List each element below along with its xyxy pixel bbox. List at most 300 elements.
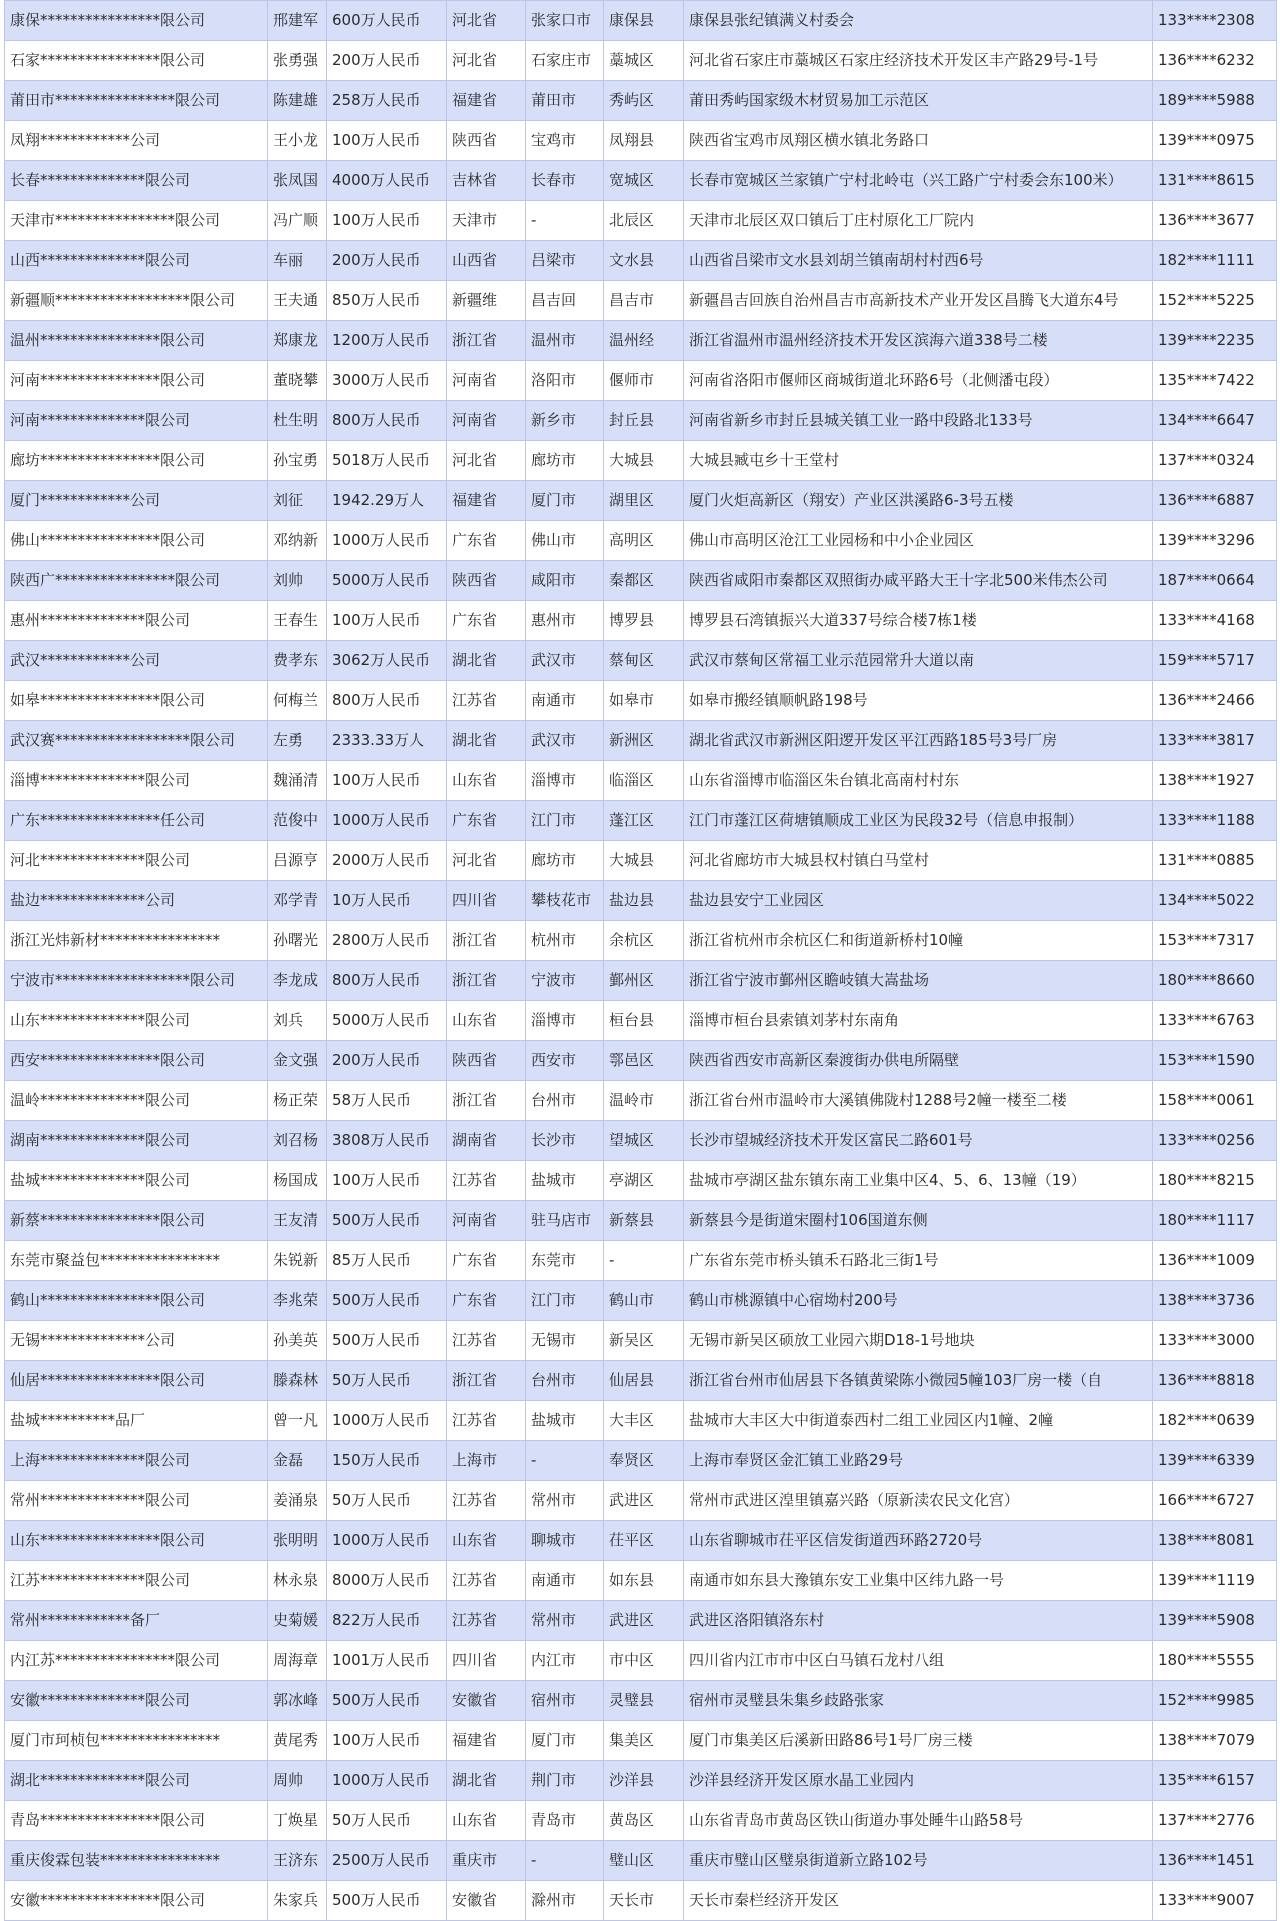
table-row <box>5 1521 1277 1561</box>
address-cell: 浙江省台州市仙居县下各镇黄梁陈小微园5幢103厂房一楼（自 <box>684 1361 1153 1401</box>
address-cell: 盐边县安宁工业园区 <box>684 881 1153 921</box>
capital-cell: 150万人民币 <box>327 1441 447 1481</box>
city-cell: 张家口市 <box>526 1 604 41</box>
contact-cell: 周帅 <box>268 1761 327 1801</box>
capital-cell: 500万人民币 <box>327 1281 447 1321</box>
contact-cell: 朱家兵 <box>268 1881 327 1921</box>
district-cell: 蓬江区 <box>604 801 684 841</box>
district-cell: 温岭市 <box>604 1081 684 1121</box>
city-cell: 杭州市 <box>526 921 604 961</box>
address-cell: 河南省新乡市封丘县城关镇工业一路中段路北133号 <box>684 401 1153 441</box>
address-cell: 新蔡县今是街道宋圈村106国道东侧 <box>684 1201 1153 1241</box>
district-cell: 亭湖区 <box>604 1161 684 1201</box>
district-cell: 望城区 <box>604 1121 684 1161</box>
city-cell: 宁波市 <box>526 961 604 1001</box>
province-cell: 广东省 <box>447 1241 526 1281</box>
district-cell: 余杭区 <box>604 921 684 961</box>
province-cell: 广东省 <box>447 601 526 641</box>
contact-cell: 杜生明 <box>268 401 327 441</box>
contact-cell: 张勇强 <box>268 41 327 81</box>
phone-cell: 158****0061 <box>1153 1081 1277 1121</box>
capital-cell: 8000万人民币 <box>327 1561 447 1601</box>
district-cell: 桓台县 <box>604 1001 684 1041</box>
district-cell: 武进区 <box>604 1481 684 1521</box>
company-cell: 东莞市聚益包**************** <box>5 1241 268 1281</box>
company-cell: 江苏**************限公司 <box>5 1561 268 1601</box>
address-cell: 山东省青岛市黄岛区铁山街道办事处睡牛山路58号 <box>684 1801 1153 1841</box>
contact-cell: 刘召杨 <box>268 1121 327 1161</box>
province-cell: 江苏省 <box>447 1601 526 1641</box>
company-cell: 广东****************任公司 <box>5 801 268 841</box>
contact-cell: 孙曙光 <box>268 921 327 961</box>
address-cell: 康保县张纪镇满义村委会 <box>684 1 1153 41</box>
contact-cell: 王友清 <box>268 1201 327 1241</box>
address-cell: 宿州市灵璧县朱集乡歧路张家 <box>684 1681 1153 1721</box>
district-cell: 灵璧县 <box>604 1681 684 1721</box>
phone-cell: 137****0324 <box>1153 441 1277 481</box>
table-row <box>5 1881 1277 1921</box>
company-cell: 山东****************限公司 <box>5 1521 268 1561</box>
district-cell: 偃师市 <box>604 361 684 401</box>
table-row <box>5 761 1277 801</box>
company-cell: 陕西广****************限公司 <box>5 561 268 601</box>
capital-cell: 200万人民币 <box>327 241 447 281</box>
city-cell: 廊坊市 <box>526 441 604 481</box>
capital-cell: 100万人民币 <box>327 1161 447 1201</box>
contact-cell: 何梅兰 <box>268 681 327 721</box>
district-cell: 仙居县 <box>604 1361 684 1401</box>
phone-cell: 152****9985 <box>1153 1681 1277 1721</box>
city-cell: 长春市 <box>526 161 604 201</box>
table-row <box>5 1641 1277 1681</box>
company-cell: 厦门市珂桢包**************** <box>5 1721 268 1761</box>
phone-cell: 187****0664 <box>1153 561 1277 601</box>
contact-cell: 黄尾秀 <box>268 1721 327 1761</box>
company-cell: 武汉赛******************限公司 <box>5 721 268 761</box>
province-cell: 广东省 <box>447 1281 526 1321</box>
table-row <box>5 281 1277 321</box>
district-cell: 鄞州区 <box>604 961 684 1001</box>
province-cell: 浙江省 <box>447 921 526 961</box>
city-cell: 莆田市 <box>526 81 604 121</box>
contact-cell: 魏涌清 <box>268 761 327 801</box>
contact-cell: 王济东 <box>268 1841 327 1881</box>
district-cell: 高明区 <box>604 521 684 561</box>
table-row <box>5 561 1277 601</box>
address-cell: 常州市武进区湟里镇嘉兴路（原新渎农民文化宫） <box>684 1481 1153 1521</box>
phone-cell: 139****3296 <box>1153 521 1277 561</box>
table-row <box>5 1 1277 41</box>
province-cell: 陕西省 <box>447 1041 526 1081</box>
company-cell: 常州************备厂 <box>5 1601 268 1641</box>
district-cell: 凤翔县 <box>604 121 684 161</box>
contact-cell: 郭冰峰 <box>268 1681 327 1721</box>
city-cell: 西安市 <box>526 1041 604 1081</box>
address-cell: 天长市秦栏经济开发区 <box>684 1881 1153 1921</box>
province-cell: 浙江省 <box>447 1361 526 1401</box>
table-row <box>5 121 1277 161</box>
address-cell: 陕西省咸阳市秦都区双照街办咸平路大王十字北500米伟杰公司 <box>684 561 1153 601</box>
province-cell: 河南省 <box>447 1201 526 1241</box>
capital-cell: 2000万人民币 <box>327 841 447 881</box>
city-cell: 江门市 <box>526 1281 604 1321</box>
contact-cell: 王小龙 <box>268 121 327 161</box>
table-row <box>5 721 1277 761</box>
phone-cell: 136****6887 <box>1153 481 1277 521</box>
city-cell: 南通市 <box>526 681 604 721</box>
district-cell: 如东县 <box>604 1561 684 1601</box>
city-cell: 南通市 <box>526 1561 604 1601</box>
company-cell: 山西**************限公司 <box>5 241 268 281</box>
phone-cell: 166****6727 <box>1153 1481 1277 1521</box>
city-cell: - <box>526 1441 604 1481</box>
capital-cell: 50万人民币 <box>327 1361 447 1401</box>
contact-cell: 王春生 <box>268 601 327 641</box>
phone-cell: 138****7079 <box>1153 1721 1277 1761</box>
contact-cell: 史菊媛 <box>268 1601 327 1641</box>
capital-cell: 3062万人民币 <box>327 641 447 681</box>
province-cell: 山东省 <box>447 1801 526 1841</box>
company-cell: 如皋****************限公司 <box>5 681 268 721</box>
capital-cell: 4000万人民币 <box>327 161 447 201</box>
city-cell: 驻马店市 <box>526 1201 604 1241</box>
phone-cell: 131****0885 <box>1153 841 1277 881</box>
district-cell: 大丰区 <box>604 1401 684 1441</box>
province-cell: 河北省 <box>447 841 526 881</box>
province-cell: 陕西省 <box>447 561 526 601</box>
province-cell: 广东省 <box>447 521 526 561</box>
city-cell: 长沙市 <box>526 1121 604 1161</box>
city-cell: 宝鸡市 <box>526 121 604 161</box>
city-cell: 江门市 <box>526 801 604 841</box>
district-cell: 大城县 <box>604 441 684 481</box>
phone-cell: 133****4168 <box>1153 601 1277 641</box>
table-row <box>5 1241 1277 1281</box>
address-cell: 浙江省温州市温州经济技术开发区滨海六道338号二楼 <box>684 321 1153 361</box>
capital-cell: 100万人民币 <box>327 761 447 801</box>
address-cell: 河北省廊坊市大城县权村镇白马堂村 <box>684 841 1153 881</box>
province-cell: 湖北省 <box>447 721 526 761</box>
table-row <box>5 1801 1277 1841</box>
city-cell: 盐城市 <box>526 1401 604 1441</box>
capital-cell: 1001万人民币 <box>327 1641 447 1681</box>
city-cell: 吕梁市 <box>526 241 604 281</box>
phone-cell: 136****1009 <box>1153 1241 1277 1281</box>
province-cell: 河北省 <box>447 441 526 481</box>
company-cell: 石家****************限公司 <box>5 41 268 81</box>
phone-cell: 136****8818 <box>1153 1361 1277 1401</box>
capital-cell: 500万人民币 <box>327 1681 447 1721</box>
district-cell: 北辰区 <box>604 201 684 241</box>
address-cell: 厦门市集美区后溪新田路86号1号厂房三楼 <box>684 1721 1153 1761</box>
district-cell: 秀屿区 <box>604 81 684 121</box>
city-cell: 武汉市 <box>526 641 604 681</box>
contact-cell: 邢建军 <box>268 1 327 41</box>
address-cell: 武汉市蔡甸区常福工业示范园常升大道以南 <box>684 641 1153 681</box>
province-cell: 浙江省 <box>447 961 526 1001</box>
capital-cell: 500万人民币 <box>327 1881 447 1921</box>
company-cell: 西安****************限公司 <box>5 1041 268 1081</box>
address-cell: 山东省淄博市临淄区朱台镇北高南村村东 <box>684 761 1153 801</box>
province-cell: 福建省 <box>447 481 526 521</box>
city-cell: 青岛市 <box>526 1801 604 1841</box>
phone-cell: 136****3677 <box>1153 201 1277 241</box>
table-row <box>5 1201 1277 1241</box>
table-row <box>5 881 1277 921</box>
contact-cell: 丁焕星 <box>268 1801 327 1841</box>
table-row <box>5 1681 1277 1721</box>
address-cell: 沙洋县经济开发区原水晶工业园内 <box>684 1761 1153 1801</box>
company-cell: 长春**************限公司 <box>5 161 268 201</box>
company-cell: 新疆顺******************限公司 <box>5 281 268 321</box>
province-cell: 江苏省 <box>447 1321 526 1361</box>
address-cell: 广东省东莞市桥头镇禾石路北三街1号 <box>684 1241 1153 1281</box>
table-row <box>5 1601 1277 1641</box>
phone-cell: 138****3736 <box>1153 1281 1277 1321</box>
capital-cell: 100万人民币 <box>327 601 447 641</box>
phone-cell: 133****6763 <box>1153 1001 1277 1041</box>
province-cell: 浙江省 <box>447 321 526 361</box>
contact-cell: 费孝东 <box>268 641 327 681</box>
capital-cell: 2800万人民币 <box>327 921 447 961</box>
phone-cell: 134****6647 <box>1153 401 1277 441</box>
phone-cell: 182****0639 <box>1153 1401 1277 1441</box>
table-row <box>5 601 1277 641</box>
company-cell: 仙居****************限公司 <box>5 1361 268 1401</box>
table-row <box>5 481 1277 521</box>
district-cell: 天长市 <box>604 1881 684 1921</box>
district-cell: 秦都区 <box>604 561 684 601</box>
province-cell: 福建省 <box>447 81 526 121</box>
district-cell: 市中区 <box>604 1641 684 1681</box>
district-cell: 盐边县 <box>604 881 684 921</box>
phone-cell: 133****1188 <box>1153 801 1277 841</box>
phone-cell: 180****8215 <box>1153 1161 1277 1201</box>
table-row <box>5 1401 1277 1441</box>
phone-cell: 153****1590 <box>1153 1041 1277 1081</box>
company-cell: 佛山****************限公司 <box>5 521 268 561</box>
capital-cell: 1942.29万人 <box>327 481 447 521</box>
company-cell: 盐边**************公司 <box>5 881 268 921</box>
company-cell: 盐城**************限公司 <box>5 1161 268 1201</box>
district-cell: 临淄区 <box>604 761 684 801</box>
company-cell: 河北**************限公司 <box>5 841 268 881</box>
province-cell: 江苏省 <box>447 1401 526 1441</box>
contact-cell: 刘帅 <box>268 561 327 601</box>
capital-cell: 800万人民币 <box>327 961 447 1001</box>
district-cell: 鄠邑区 <box>604 1041 684 1081</box>
phone-cell: 139****1119 <box>1153 1561 1277 1601</box>
phone-cell: 138****1927 <box>1153 761 1277 801</box>
city-cell: 荆门市 <box>526 1761 604 1801</box>
company-cell: 天津市****************限公司 <box>5 201 268 241</box>
contact-cell: 杨正荣 <box>268 1081 327 1121</box>
company-cell: 盐城**********品厂 <box>5 1401 268 1441</box>
table-row <box>5 1721 1277 1761</box>
contact-cell: 金磊 <box>268 1441 327 1481</box>
contact-cell: 冯广顺 <box>268 201 327 241</box>
contact-cell: 刘征 <box>268 481 327 521</box>
phone-cell: 139****6339 <box>1153 1441 1277 1481</box>
capital-cell: 58万人民币 <box>327 1081 447 1121</box>
phone-cell: 180****1117 <box>1153 1201 1277 1241</box>
phone-cell: 136****2466 <box>1153 681 1277 721</box>
city-cell: 廊坊市 <box>526 841 604 881</box>
contact-cell: 张凤国 <box>268 161 327 201</box>
province-cell: 福建省 <box>447 1721 526 1761</box>
phone-cell: 136****6232 <box>1153 41 1277 81</box>
contact-cell: 周海章 <box>268 1641 327 1681</box>
province-cell: 四川省 <box>447 881 526 921</box>
district-cell: 如皋市 <box>604 681 684 721</box>
province-cell: 吉林省 <box>447 161 526 201</box>
province-cell: 四川省 <box>447 1641 526 1681</box>
capital-cell: 50万人民币 <box>327 1481 447 1521</box>
city-cell: 厦门市 <box>526 1721 604 1761</box>
district-cell: 沙洋县 <box>604 1761 684 1801</box>
company-cell: 惠州**************限公司 <box>5 601 268 641</box>
table-row <box>5 1081 1277 1121</box>
province-cell: 天津市 <box>447 201 526 241</box>
phone-cell: 133****0256 <box>1153 1121 1277 1161</box>
district-cell: 宽城区 <box>604 161 684 201</box>
phone-cell: 189****5988 <box>1153 81 1277 121</box>
province-cell: 江苏省 <box>447 1161 526 1201</box>
contact-cell: 左勇 <box>268 721 327 761</box>
phone-cell: 159****5717 <box>1153 641 1277 681</box>
province-cell: 江苏省 <box>447 681 526 721</box>
capital-cell: 3808万人民币 <box>327 1121 447 1161</box>
address-cell: 陕西省宝鸡市凤翔区横水镇北务路口 <box>684 121 1153 161</box>
district-cell: 茌平区 <box>604 1521 684 1561</box>
company-cell: 河南****************限公司 <box>5 361 268 401</box>
phone-cell: 139****0975 <box>1153 121 1277 161</box>
contact-cell: 刘兵 <box>268 1001 327 1041</box>
city-cell: 洛阳市 <box>526 361 604 401</box>
company-cell: 凤翔************公司 <box>5 121 268 161</box>
company-cell: 康保****************限公司 <box>5 1 268 41</box>
city-cell: 昌吉回 <box>526 281 604 321</box>
capital-cell: 822万人民币 <box>327 1601 447 1641</box>
contact-cell: 李龙成 <box>268 961 327 1001</box>
district-cell: 康保县 <box>604 1 684 41</box>
contact-cell: 姜涌泉 <box>268 1481 327 1521</box>
company-cell: 上海**************限公司 <box>5 1441 268 1481</box>
city-cell: 宿州市 <box>526 1681 604 1721</box>
capital-cell: 200万人民币 <box>327 1041 447 1081</box>
address-cell: 淄博市桓台县索镇刘茅村东南角 <box>684 1001 1153 1041</box>
province-cell: 山东省 <box>447 761 526 801</box>
district-cell: 奉贤区 <box>604 1441 684 1481</box>
province-cell: 江苏省 <box>447 1481 526 1521</box>
city-cell: 常州市 <box>526 1601 604 1641</box>
phone-cell: 133****3000 <box>1153 1321 1277 1361</box>
capital-cell: 1200万人民币 <box>327 321 447 361</box>
province-cell: 河北省 <box>447 41 526 81</box>
district-cell: 新蔡县 <box>604 1201 684 1241</box>
capital-cell: 5000万人民币 <box>327 1001 447 1041</box>
province-cell: 山东省 <box>447 1521 526 1561</box>
address-cell: 盐城市大丰区大中街道泰西村二组工业园区内1幢、2幢 <box>684 1401 1153 1441</box>
phone-cell: 131****8615 <box>1153 161 1277 201</box>
city-cell: - <box>526 1841 604 1881</box>
table-row <box>5 201 1277 241</box>
company-cell: 浙江光炜新材**************** <box>5 921 268 961</box>
province-cell: 湖南省 <box>447 1121 526 1161</box>
contact-cell: 邓纳新 <box>268 521 327 561</box>
address-cell: 浙江省杭州市余杭区仁和街道新桥村10幢 <box>684 921 1153 961</box>
capital-cell: 500万人民币 <box>327 1201 447 1241</box>
city-cell: 东莞市 <box>526 1241 604 1281</box>
address-cell: 莆田秀屿国家级木材贸易加工示范区 <box>684 81 1153 121</box>
district-cell: - <box>604 1241 684 1281</box>
company-cell: 内江苏****************限公司 <box>5 1641 268 1681</box>
table-row <box>5 1441 1277 1481</box>
province-cell: 湖北省 <box>447 641 526 681</box>
capital-cell: 2333.33万人 <box>327 721 447 761</box>
province-cell: 浙江省 <box>447 1081 526 1121</box>
contact-cell: 孙宝勇 <box>268 441 327 481</box>
table-row <box>5 81 1277 121</box>
contact-cell: 金文强 <box>268 1041 327 1081</box>
phone-cell: 153****7317 <box>1153 921 1277 961</box>
city-cell: 咸阳市 <box>526 561 604 601</box>
city-cell: 常州市 <box>526 1481 604 1521</box>
capital-cell: 800万人民币 <box>327 401 447 441</box>
district-cell: 大城县 <box>604 841 684 881</box>
table-row <box>5 1281 1277 1321</box>
address-cell: 江门市蓬江区荷塘镇顺成工业区为民段32号（信息申报制） <box>684 801 1153 841</box>
company-cell: 温岭**************限公司 <box>5 1081 268 1121</box>
capital-cell: 200万人民币 <box>327 41 447 81</box>
district-cell: 鹤山市 <box>604 1281 684 1321</box>
district-cell: 封丘县 <box>604 401 684 441</box>
contact-cell: 郑康龙 <box>268 321 327 361</box>
company-cell: 淄博**************限公司 <box>5 761 268 801</box>
capital-cell: 50万人民币 <box>327 1801 447 1841</box>
table-row <box>5 361 1277 401</box>
capital-cell: 3000万人民币 <box>327 361 447 401</box>
contact-cell: 孙美英 <box>268 1321 327 1361</box>
district-cell: 蔡甸区 <box>604 641 684 681</box>
phone-cell: 182****1111 <box>1153 241 1277 281</box>
table-row <box>5 161 1277 201</box>
province-cell: 山西省 <box>447 241 526 281</box>
capital-cell: 600万人民币 <box>327 1 447 41</box>
city-cell: - <box>526 201 604 241</box>
capital-cell: 1000万人民币 <box>327 521 447 561</box>
contact-cell: 杨国成 <box>268 1161 327 1201</box>
province-cell: 安徽省 <box>447 1681 526 1721</box>
table-row <box>5 241 1277 281</box>
contact-cell: 范俊中 <box>268 801 327 841</box>
address-cell: 山西省吕梁市文水县刘胡兰镇南胡村村西6号 <box>684 241 1153 281</box>
address-cell: 重庆市璧山区璧泉街道新立路102号 <box>684 1841 1153 1881</box>
address-cell: 浙江省台州市温岭市大溪镇佛陇村1288号2幢一楼至二楼 <box>684 1081 1153 1121</box>
address-cell: 陕西省西安市高新区秦渡街办供电所隔壁 <box>684 1041 1153 1081</box>
city-cell: 滁州市 <box>526 1881 604 1921</box>
table-row <box>5 1561 1277 1601</box>
capital-cell: 1000万人民币 <box>327 801 447 841</box>
address-cell: 如皋市搬经镇顺帆路198号 <box>684 681 1153 721</box>
company-cell: 安徽****************限公司 <box>5 1881 268 1921</box>
address-cell: 长沙市望城经济技术开发区富民二路601号 <box>684 1121 1153 1161</box>
address-cell: 无锡市新吴区硕放工业园六期D18-1号地块 <box>684 1321 1153 1361</box>
contact-cell: 车丽 <box>268 241 327 281</box>
address-cell: 河北省石家庄市藁城区石家庄经济技术开发区丰产路29号-1号 <box>684 41 1153 81</box>
city-cell: 厦门市 <box>526 481 604 521</box>
company-cell: 安徽**************限公司 <box>5 1681 268 1721</box>
